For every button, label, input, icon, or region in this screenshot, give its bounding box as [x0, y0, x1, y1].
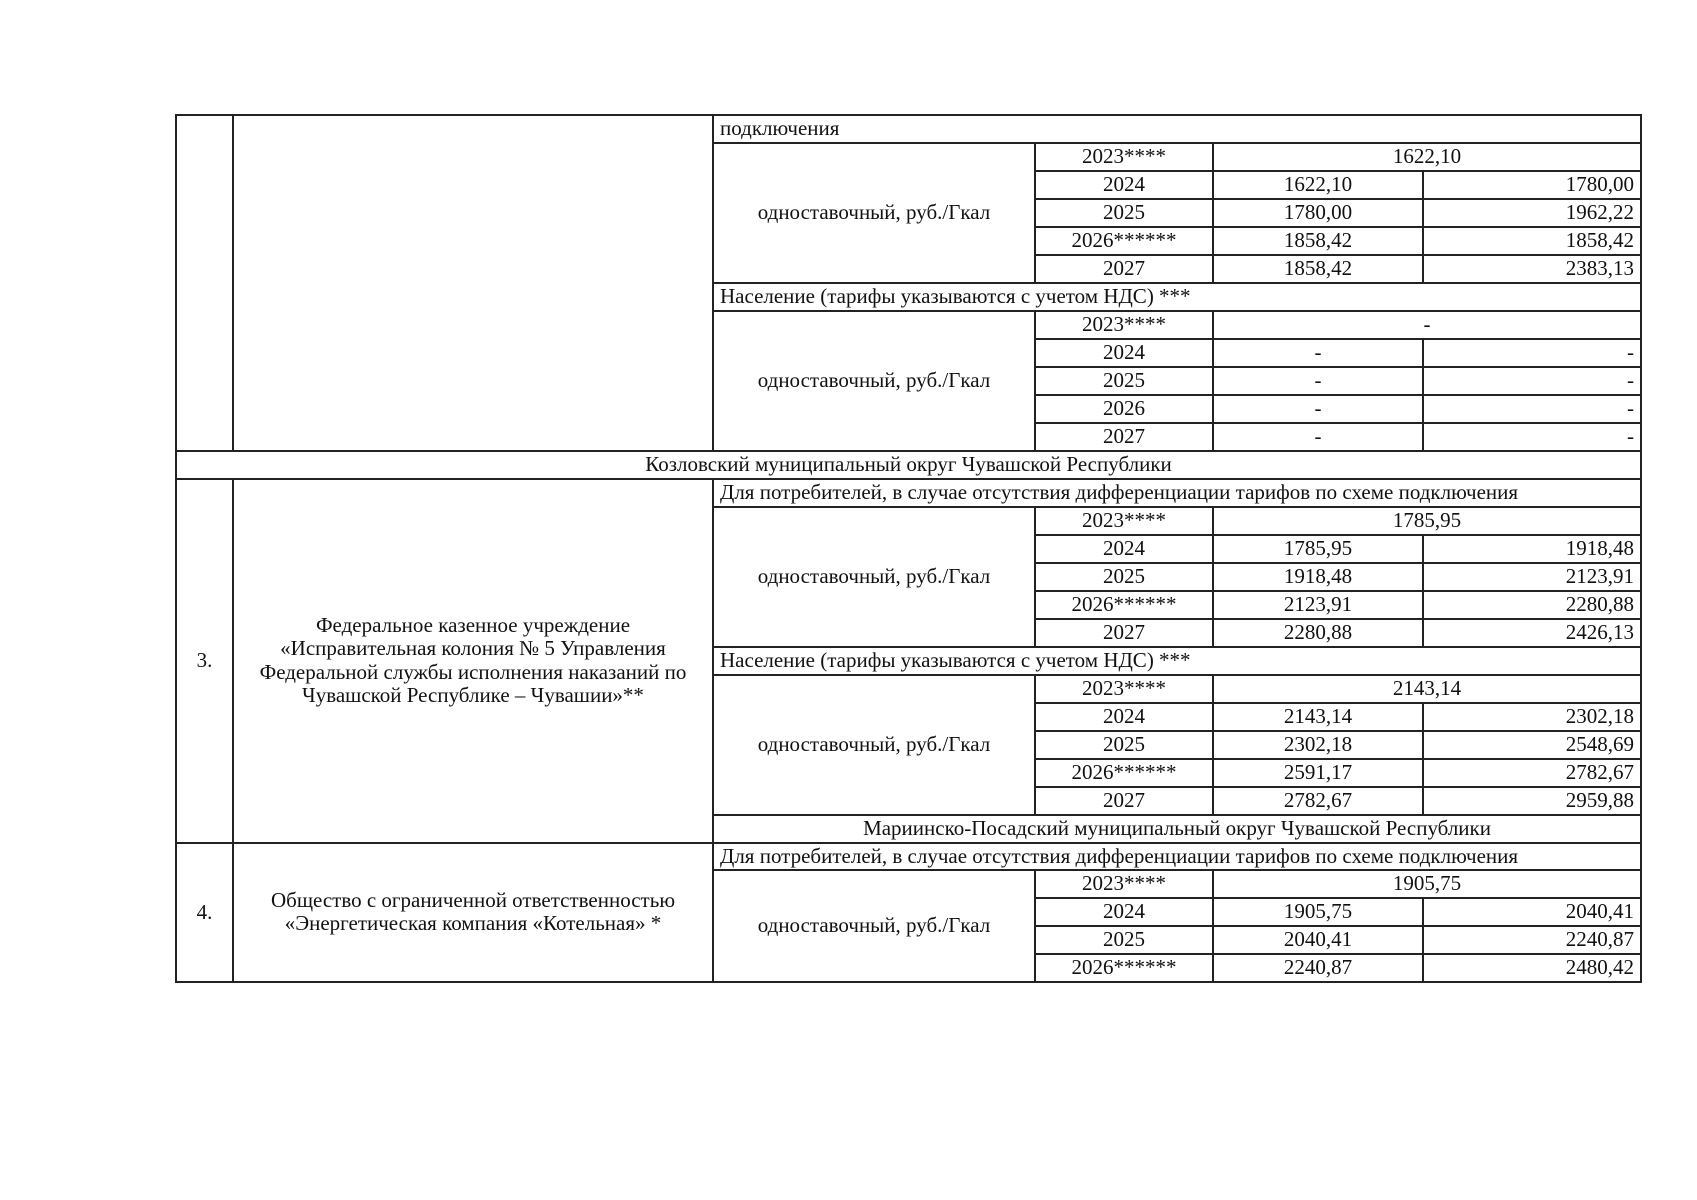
- year-cell: 2023****: [1035, 870, 1213, 898]
- year-cell: 2024: [1035, 703, 1213, 731]
- merged-value-cell: -: [1213, 311, 1641, 339]
- year-cell: 2025: [1035, 563, 1213, 591]
- merged-value-cell: 1905,75: [1213, 870, 1641, 898]
- category-label: Для потребителей, в случае отсутствия дифференциации тарифов по схеме подключения: [713, 479, 1641, 507]
- value-second-half: 2040,41: [1423, 898, 1641, 926]
- year-cell: 2024: [1035, 898, 1213, 926]
- value-second-half: -: [1423, 423, 1641, 451]
- category-row: [176, 479, 1641, 507]
- value-second-half: 2548,69: [1423, 731, 1641, 759]
- tariff-document-page: [175, 114, 1640, 983]
- value-first-half: 1780,00: [1213, 199, 1423, 227]
- year-cell: 2023****: [1035, 143, 1213, 171]
- value-second-half: -: [1423, 395, 1641, 423]
- value-first-half: 2782,67: [1213, 787, 1423, 815]
- value-second-half: -: [1423, 367, 1641, 395]
- organization-cell: Федеральное казенное учреждение «Исправительная колония № 5 Управления Федеральной службы исполнения наказаний по Чувашской Республике – Чувашии»**: [233, 479, 713, 843]
- category-row: [176, 843, 1641, 871]
- merged-value-cell: 1785,95: [1213, 507, 1641, 535]
- value-second-half: 2240,87: [1423, 926, 1641, 954]
- value-first-half: 2302,18: [1213, 731, 1423, 759]
- value-second-half: -: [1423, 339, 1641, 367]
- value-first-half: 1785,95: [1213, 535, 1423, 563]
- value-second-half: 1780,00: [1423, 171, 1641, 199]
- value-first-half: 2280,88: [1213, 619, 1423, 647]
- value-first-half: 1918,48: [1213, 563, 1423, 591]
- tariff-table: [175, 114, 1642, 983]
- year-cell: 2025: [1035, 926, 1213, 954]
- year-cell: 2027: [1035, 619, 1213, 647]
- value-second-half: 2426,13: [1423, 619, 1641, 647]
- value-first-half: -: [1213, 367, 1423, 395]
- year-cell: 2027: [1035, 423, 1213, 451]
- organization-cell: Общество с ограниченной ответственностью «Энергетическая компания «Котельная» *: [233, 843, 713, 983]
- category-label: Население (тарифы указываются с учетом НДС) ***: [713, 283, 1641, 311]
- value-first-half: 1905,75: [1213, 898, 1423, 926]
- value-second-half: 2480,42: [1423, 954, 1641, 982]
- value-second-half: 2782,67: [1423, 759, 1641, 787]
- year-cell: 2024: [1035, 535, 1213, 563]
- value-first-half: -: [1213, 339, 1423, 367]
- value-first-half: 2123,91: [1213, 591, 1423, 619]
- value-second-half: 1962,22: [1423, 199, 1641, 227]
- region-header-row: [176, 451, 1641, 479]
- year-cell: 2026: [1035, 395, 1213, 423]
- value-second-half: 2959,88: [1423, 787, 1641, 815]
- value-first-half: 1858,42: [1213, 255, 1423, 283]
- value-first-half: 2591,17: [1213, 759, 1423, 787]
- region-title: Мариинско-Посадский муниципальный округ Чувашской Республики: [713, 815, 1641, 843]
- category-row: [176, 115, 1641, 143]
- merged-value-cell: 1622,10: [1213, 143, 1641, 171]
- value-first-half: 1622,10: [1213, 171, 1423, 199]
- year-cell: 2027: [1035, 787, 1213, 815]
- year-cell: 2025: [1035, 367, 1213, 395]
- value-first-half: -: [1213, 395, 1423, 423]
- year-cell: 2023****: [1035, 675, 1213, 703]
- value-first-half: -: [1213, 423, 1423, 451]
- value-second-half: 1858,42: [1423, 227, 1641, 255]
- row-number-cell: 4.: [176, 843, 233, 983]
- year-cell: 2024: [1035, 339, 1213, 367]
- merged-value-cell: 2143,14: [1213, 675, 1641, 703]
- tariff-type-cell: одноставочный, руб./Гкал: [713, 675, 1035, 815]
- row-number-cell: 3.: [176, 479, 233, 843]
- value-second-half: 2383,13: [1423, 255, 1641, 283]
- year-cell: 2025: [1035, 731, 1213, 759]
- value-second-half: 2123,91: [1423, 563, 1641, 591]
- organization-cell: [233, 115, 713, 451]
- region-title: Козловский муниципальный округ Чувашской Республики: [176, 451, 1641, 479]
- row-number-cell: [176, 115, 233, 451]
- value-first-half: 2040,41: [1213, 926, 1423, 954]
- value-first-half: 2240,87: [1213, 954, 1423, 982]
- category-label: подключения: [713, 115, 1641, 143]
- year-cell: 2026******: [1035, 227, 1213, 255]
- year-cell: 2023****: [1035, 311, 1213, 339]
- category-label: Для потребителей, в случае отсутствия дифференциации тарифов по схеме подключения: [713, 843, 1641, 871]
- category-label: Население (тарифы указываются с учетом НДС) ***: [713, 647, 1641, 675]
- value-second-half: 1918,48: [1423, 535, 1641, 563]
- tariff-type-cell: одноставочный, руб./Гкал: [713, 311, 1035, 451]
- value-second-half: 2302,18: [1423, 703, 1641, 731]
- tariff-type-cell: одноставочный, руб./Гкал: [713, 507, 1035, 647]
- value-first-half: 2143,14: [1213, 703, 1423, 731]
- year-cell: 2027: [1035, 255, 1213, 283]
- tariff-type-cell: одноставочный, руб./Гкал: [713, 870, 1035, 982]
- tariff-type-cell: одноставочный, руб./Гкал: [713, 143, 1035, 283]
- year-cell: 2026******: [1035, 591, 1213, 619]
- year-cell: 2026******: [1035, 759, 1213, 787]
- value-second-half: 2280,88: [1423, 591, 1641, 619]
- year-cell: 2025: [1035, 199, 1213, 227]
- year-cell: 2026******: [1035, 954, 1213, 982]
- year-cell: 2023****: [1035, 507, 1213, 535]
- year-cell: 2024: [1035, 171, 1213, 199]
- value-first-half: 1858,42: [1213, 227, 1423, 255]
